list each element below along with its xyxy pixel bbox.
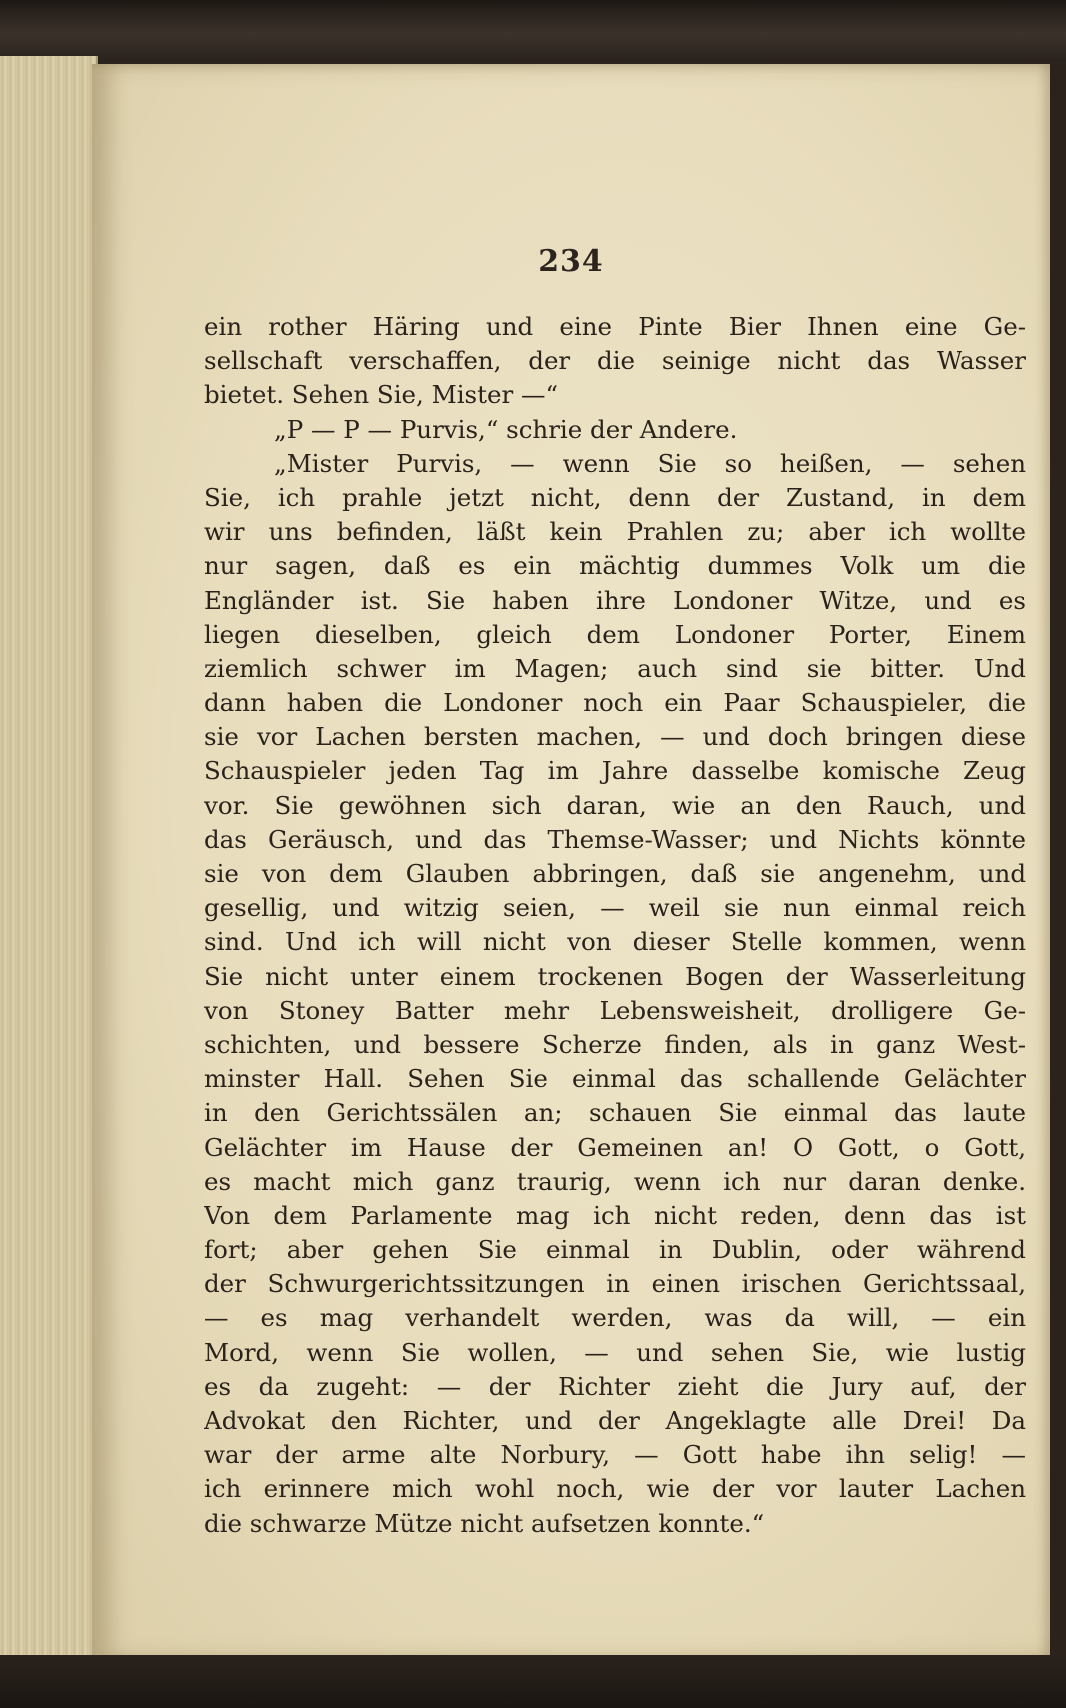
text-line: die schwarze Mütze nicht aufsetzen konnte.“ <box>204 1508 765 1538</box>
text-line: minster Hall. Sehen Sie einmal das schallende Gelächter <box>204 1064 1026 1094</box>
text-line: Sie nicht unter einem trockenen Bogen der Wasserleitung <box>204 961 1026 991</box>
book-page <box>92 64 1050 1660</box>
page-number: 234 <box>538 244 604 279</box>
text-line: sind. Und ich will nicht von dieser Stelle kommen, wenn <box>204 927 1026 957</box>
text-line: „Mister Purvis, — wenn Sie so heißen, — sehen <box>274 448 1026 478</box>
text-line: der Schwurgerichtssitzungen in einen irischen Gerichtssaal, <box>204 1269 1026 1299</box>
text-line: Von dem Parlamente mag ich nicht reden, denn das ist <box>204 1200 1026 1230</box>
book-cover-top-edge <box>0 0 1066 62</box>
text-line: Engländer ist. Sie haben ihre Londoner Witze, und es <box>204 585 1026 615</box>
text-line: nur sagen, daß es ein mächtig dummes Volk um die <box>204 551 1026 581</box>
text-line: ziemlich schwer im Magen; auch sind sie bitter. Und <box>204 653 1026 683</box>
text-line: sie vor Lachen bersten machen, — und doch bringen diese <box>204 722 1026 752</box>
text-line: wir uns befinden, läßt kein Prahlen zu; aber ich wollte <box>204 517 1026 547</box>
text-line: schichten, und bessere Scherze finden, als in ganz West- <box>204 1029 1026 1059</box>
text-line: „P — P — Purvis,“ schrie der Andere. <box>274 414 738 444</box>
text-line: das Geräusch, und das Themse-Wasser; und Nichts könnte <box>204 824 1026 854</box>
text-line: Advokat den Richter, und der Angeklagte alle Drei! Da <box>204 1406 1026 1435</box>
page-stack-edge <box>0 56 98 1656</box>
text-line: Mord, wenn Sie wollen, — und sehen Sie, wie lustig <box>204 1337 1026 1367</box>
text-line: von Stoney Batter mehr Lebensweisheit, drolligere Ge- <box>204 995 1026 1025</box>
text-line: es macht mich ganz traurig, wenn ich nur daran denke. <box>204 1166 1026 1196</box>
text-line: sellschaft verschaffen, der die seinige nicht das Wasser <box>204 346 1026 376</box>
text-line: — es mag verhandelt werden, was da will, — ein <box>204 1303 1026 1333</box>
text-line: es da zugeht: — der Richter zieht die Jury auf, der <box>204 1371 1026 1401</box>
text-line: fort; aber gehen Sie einmal in Dublin, oder während <box>204 1235 1026 1265</box>
text-line: bietet. Sehen Sie, Mister —“ <box>204 380 558 410</box>
text-line: Gelächter im Hause der Gemeinen an! O Gott, o Gott, <box>204 1132 1026 1162</box>
text-line: dann haben die Londoner noch ein Paar Schauspieler, die <box>204 688 1026 718</box>
text-line: Schauspieler jeden Tag im Jahre dasselbe komische Zeug <box>204 756 1026 786</box>
text-line: liegen dieselben, gleich dem Londoner Porter, Einem <box>204 619 1026 649</box>
text-line: ich erinnere mich wohl noch, wie der vor lauter Lachen <box>204 1474 1026 1504</box>
text-line: vor. Sie gewöhnen sich daran, wie an den Rauch, und <box>204 790 1026 820</box>
text-line: ein rother Häring und eine Pinte Bier Ihnen eine Ge- <box>204 312 1026 341</box>
book-cover-bottom-edge <box>0 1655 1066 1708</box>
text-line: Sie, ich prahle jetzt nicht, denn der Zustand, in dem <box>204 482 1026 512</box>
body-text <box>204 310 1026 1541</box>
text-line: gesellig, und witzig seien, — weil sie nun einmal reich <box>204 893 1026 923</box>
text-line: in den Gerichtssälen an; schauen Sie einmal das laute <box>204 1098 1026 1128</box>
text-line: sie von dem Glauben abbringen, daß sie angenehm, und <box>204 859 1026 888</box>
text-line: war der arme alte Norbury, — Gott habe ihn selig! — <box>204 1440 1026 1470</box>
